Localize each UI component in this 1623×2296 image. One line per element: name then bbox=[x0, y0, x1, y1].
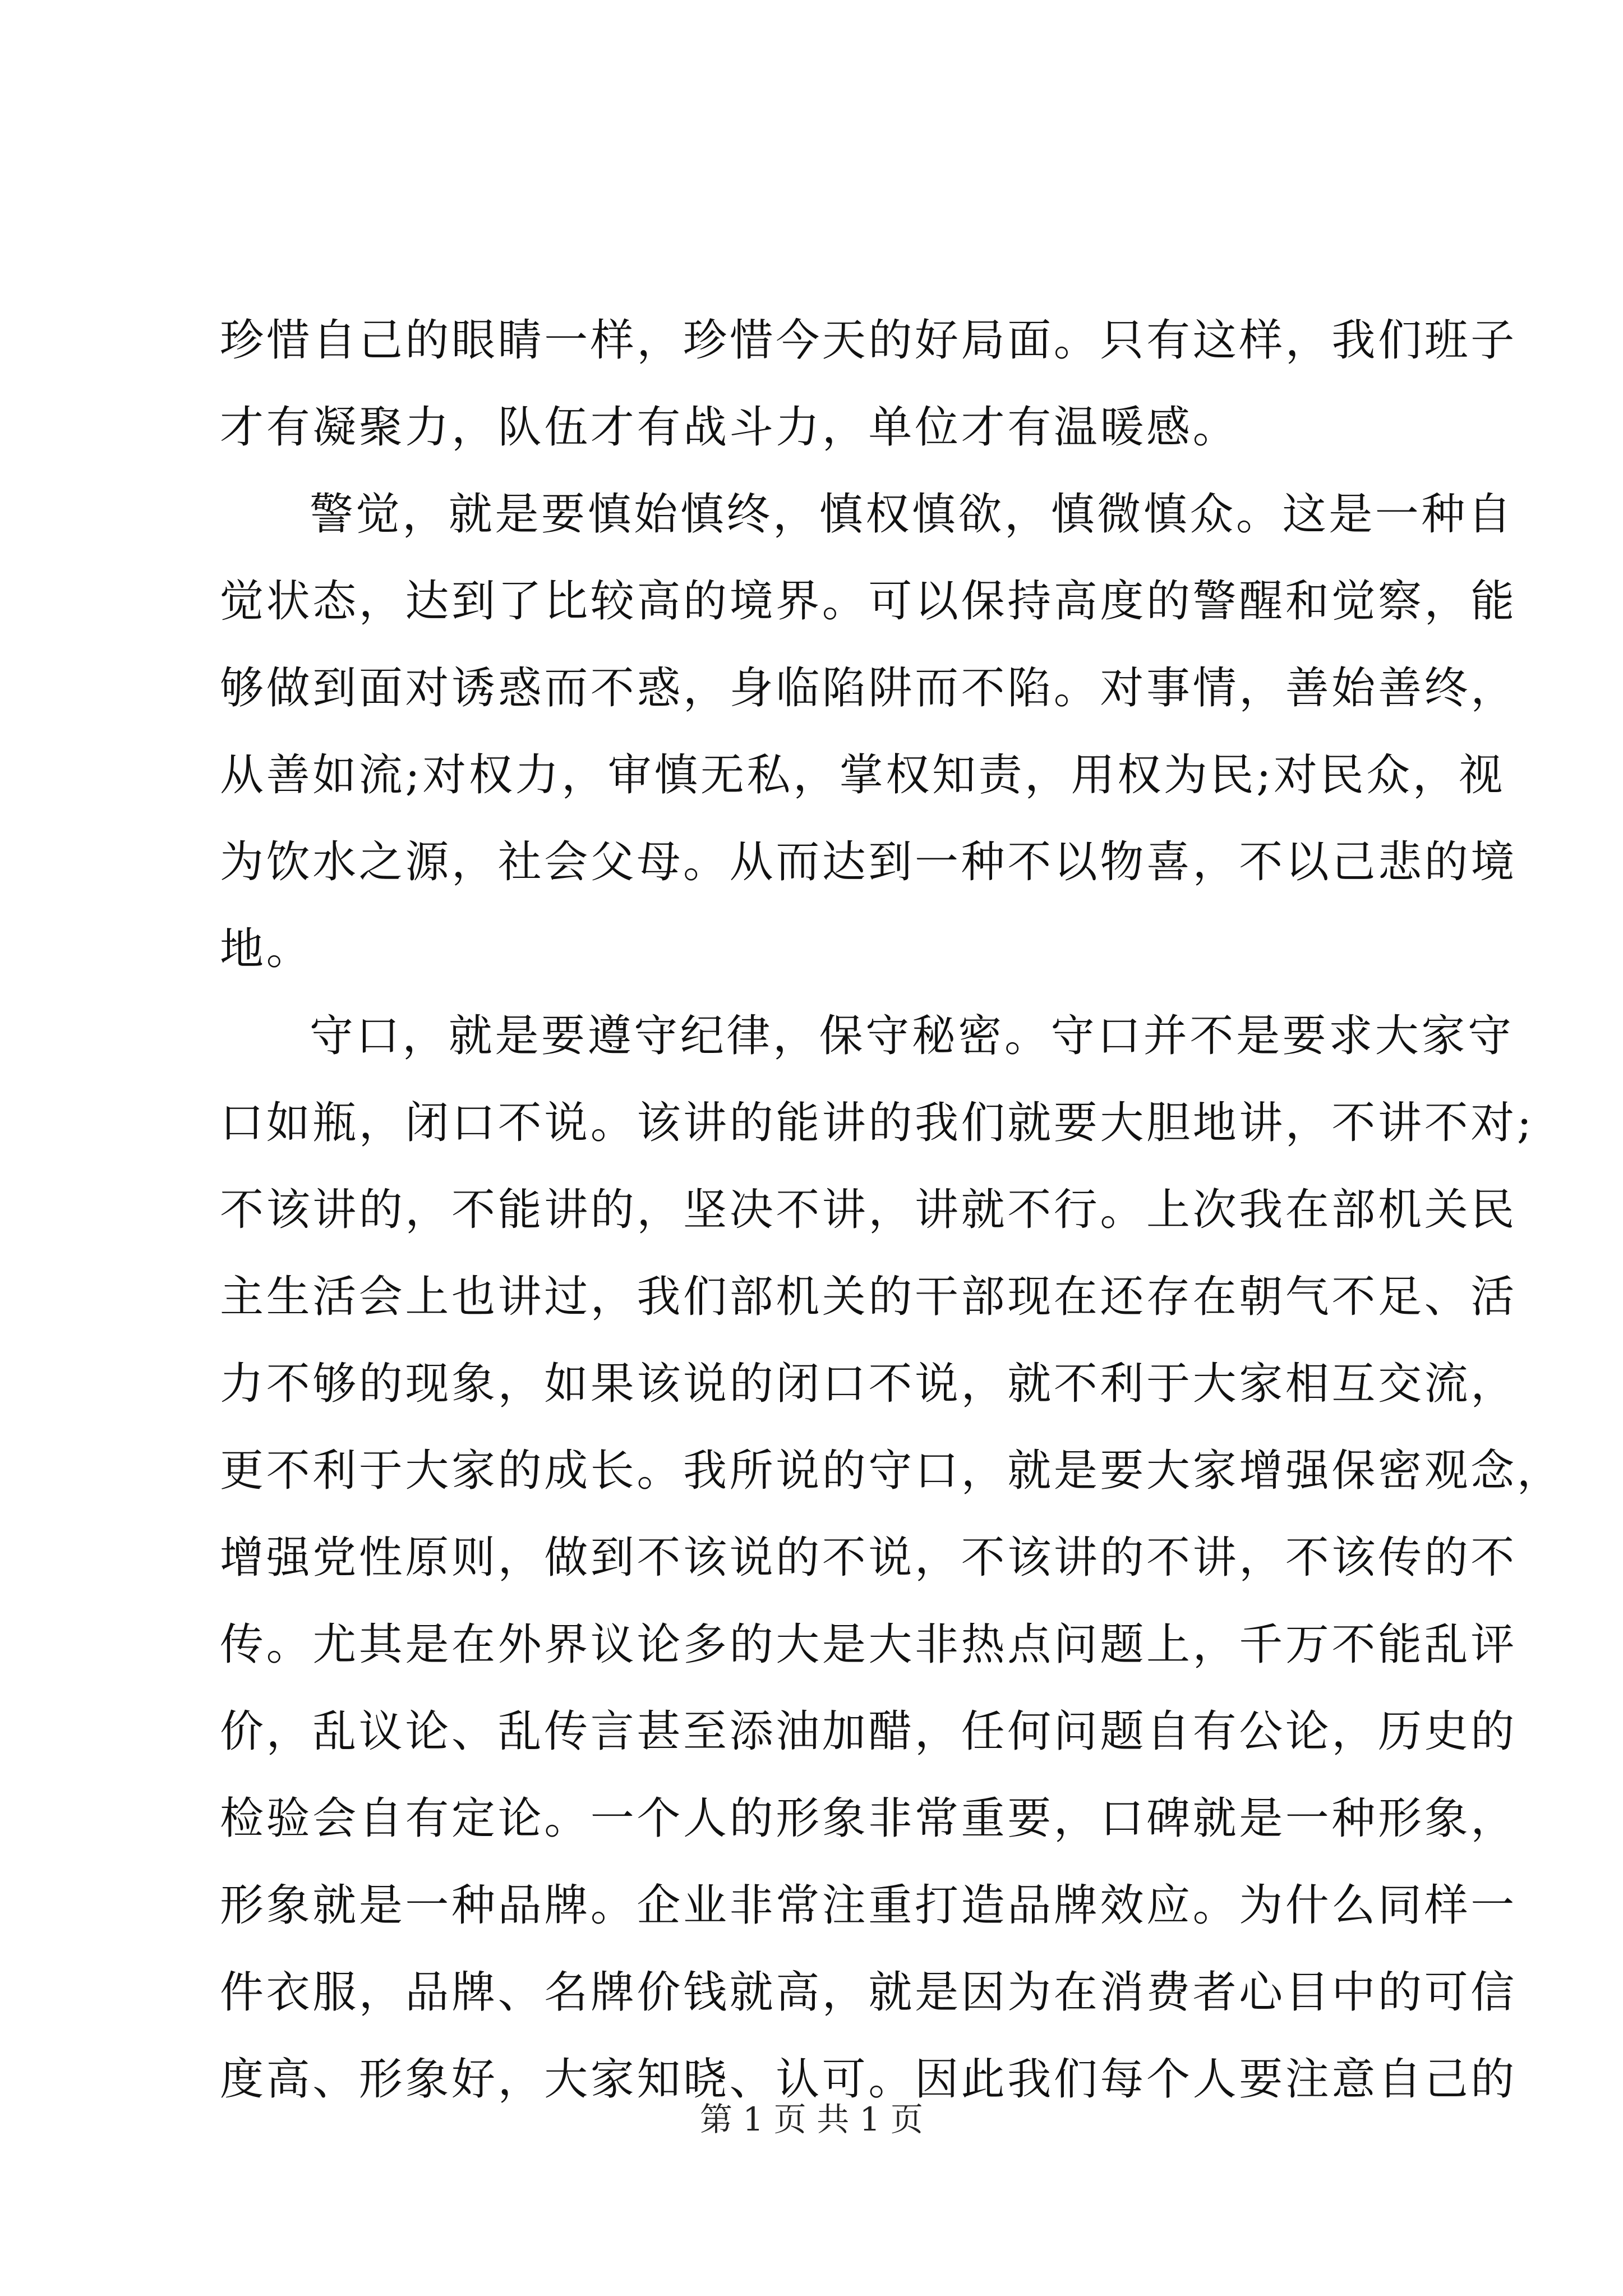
text-line: 地。 bbox=[220, 924, 313, 974]
text-line: 为饮水之源，社会父母。从而达到一种不以物喜，不以己悲的境 bbox=[220, 837, 1517, 887]
text-line: 检验会自有定论。一个人的形象非常重要，口碑就是一种形象， bbox=[220, 1793, 1517, 1844]
text-line: 警觉，就是要慎始慎终，慎权慎欲，慎微慎众。这是一种自 bbox=[310, 489, 1514, 540]
text-line: 件衣服，品牌、名牌价钱就高，就是因为在消费者心目中的可信 bbox=[220, 1967, 1517, 2018]
text-line: 传。尤其是在外界议论多的大是大非热点问题上，千万不能乱评 bbox=[220, 1619, 1517, 1670]
text-line: 够做到面对诱惑而不惑，身临陷阱而不陷。对事情，善始善终， bbox=[220, 663, 1517, 714]
text-line: 觉状态，达到了比较高的境界。可以保持高度的警醒和觉察，能 bbox=[220, 576, 1517, 627]
text-line: 从善如流;对权力，审慎无私，掌权知责，用权为民;对民众，视 bbox=[220, 750, 1505, 800]
text-line: 形象就是一种品牌。企业非常注重打造品牌效应。为什么同样一 bbox=[220, 1880, 1517, 1931]
text-line: 度高、形象好，大家知晓、认可。因此我们每个人要注意自己的 bbox=[220, 2054, 1517, 2105]
text-line: 主生活会上也讲过，我们部机关的干部现在还存在朝气不足、活 bbox=[220, 1272, 1517, 1322]
page-footer: 第 1 页 共 1 页 bbox=[700, 2100, 923, 2138]
text-line: 价，乱议论、乱传言甚至添油加醋，任何问题自有公论，历史的 bbox=[220, 1706, 1517, 1757]
text-line: 守口，就是要遵守纪律，保守秘密。守口并不是要求大家守 bbox=[310, 1011, 1514, 1061]
text-line: 增强党性原则，做到不该说的不说，不该讲的不讲，不该传的不 bbox=[220, 1533, 1517, 1583]
text-line: 力不够的现象，如果该说的闭口不说，就不利于大家相互交流， bbox=[220, 1359, 1517, 1409]
text-line: 珍惜自己的眼睛一样，珍惜今天的好局面。只有这样，我们班子 bbox=[220, 315, 1517, 366]
text-line: 口如瓶，闭口不说。该讲的能讲的我们就要大胆地讲，不讲不对; bbox=[220, 1098, 1534, 1148]
text-line: 不该讲的，不能讲的，坚决不讲，讲就不行。上次我在部机关民 bbox=[220, 1185, 1517, 1235]
document-body bbox=[220, 297, 1564, 2123]
text-line: 才有凝聚力，队伍才有战斗力，单位才有温暖感。 bbox=[220, 402, 1239, 453]
text-line: 更不利于大家的成长。我所说的守口，就是要大家增强保密观念， bbox=[220, 1446, 1564, 1496]
